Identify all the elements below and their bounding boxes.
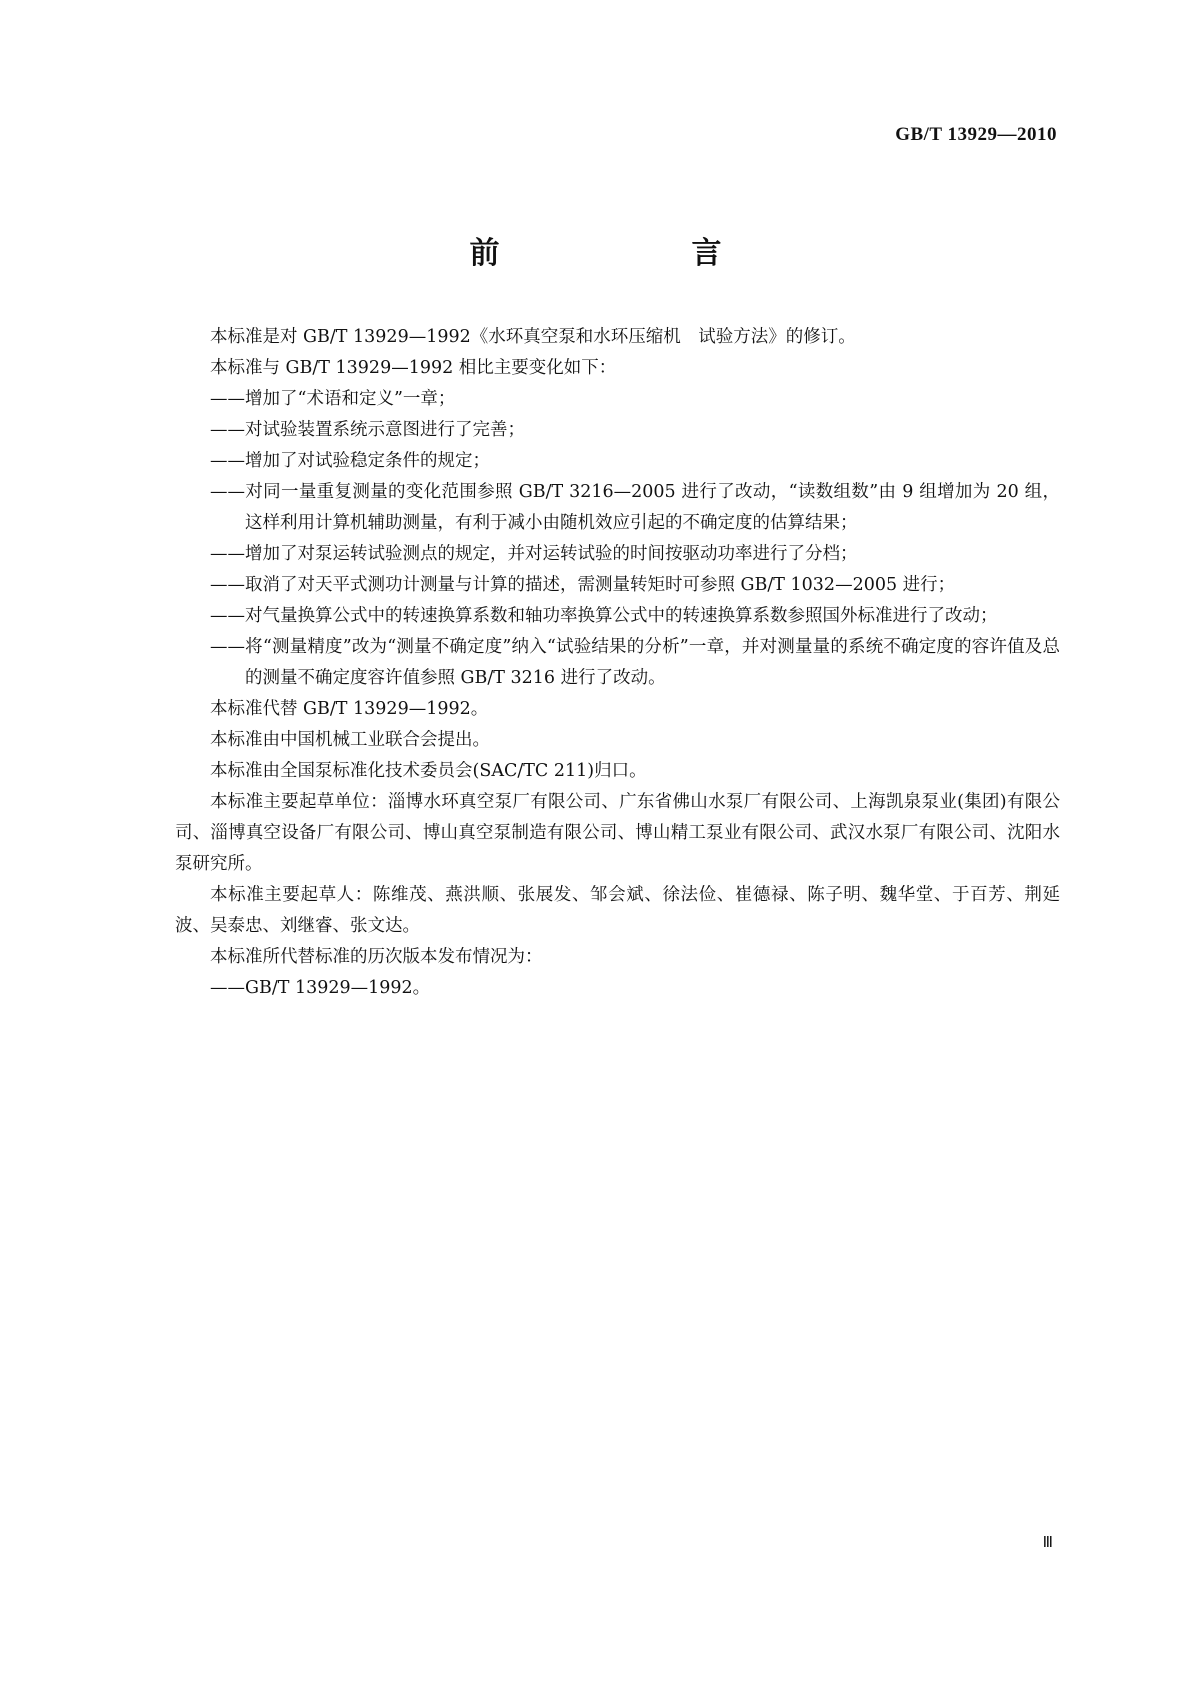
- change-item: ——对试验装置系统示意图进行了完善；: [210, 420, 525, 440]
- intro-paragraph: 本标准是对 GB/T 13929—1992《水环真空泵和水环压缩机 试验方法》的修订。: [210, 327, 856, 347]
- history-item: ——GB/T 13929—1992。: [210, 978, 431, 998]
- change-item: ——将“测量精度”改为“测量不确定度”纳入“试验结果的分析”一章，并对测量量的系统不确定度的容许值及总的测量不确定度容许值参照 GB/T 3216 进行了改动。: [210, 637, 1060, 688]
- proposer-paragraph: 本标准由中国机械工业联合会提出。: [210, 730, 490, 750]
- change-item: ——取消了对天平式测功计测量与计算的描述，需测量转矩时可参照 GB/T 1032—2005 进行；: [210, 575, 956, 595]
- history-intro-paragraph: 本标准所代替标准的历次版本发布情况为：: [210, 947, 543, 967]
- drafting-units-paragraph: 本标准主要起草单位：淄博水环真空泵厂有限公司、广东省佛山水泵厂有限公司、上海凯泉泵业(集团)有限公司、淄博真空设备厂有限公司、博山真空泵制造有限公司、博山精工泵业有限公司、武汉水泵厂有限公司、沈阳水泵研究所。: [175, 792, 1060, 874]
- change-item: ——对气量换算公式中的转速换算系数和轴功率换算公式中的转速换算系数参照国外标准进行了改动；: [210, 606, 998, 626]
- change-item: ——增加了对试验稳定条件的规定；: [210, 451, 490, 471]
- replaces-paragraph: 本标准代替 GB/T 13929—1992。: [210, 699, 489, 719]
- change-item: ——对同一量重复测量的变化范围参照 GB/T 3216—2005 进行了改动，“读数组数”由 9 组增加为 20 组，这样利用计算机辅助测量，有利于减小由随机效应引起的不确定度的估算结果；: [210, 482, 1060, 533]
- document-body: [175, 322, 1060, 1004]
- change-item: ——增加了“术语和定义”一章；: [210, 389, 456, 409]
- drafters-paragraph: 本标准主要起草人：陈维茂、燕洪顺、张展发、邹会斌、徐法俭、崔德禄、陈子明、魏华堂、于百芳、荆延波、吴泰忠、刘继睿、张文达。: [175, 885, 1060, 936]
- change-item: ——增加了对泵运转试验测点的规定，并对运转试验的时间按驱动功率进行了分档；: [210, 544, 858, 564]
- centralized-paragraph: 本标准由全国泵标准化技术委员会(SAC/TC 211)归口。: [210, 761, 647, 781]
- page-number: Ⅲ: [1042, 1535, 1053, 1551]
- changes-intro-paragraph: 本标准与 GB/T 13929—1992 相比主要变化如下：: [210, 358, 617, 378]
- page-title: 前 言: [469, 236, 766, 271]
- standard-code: GB/T 13929—2010: [895, 124, 1057, 145]
